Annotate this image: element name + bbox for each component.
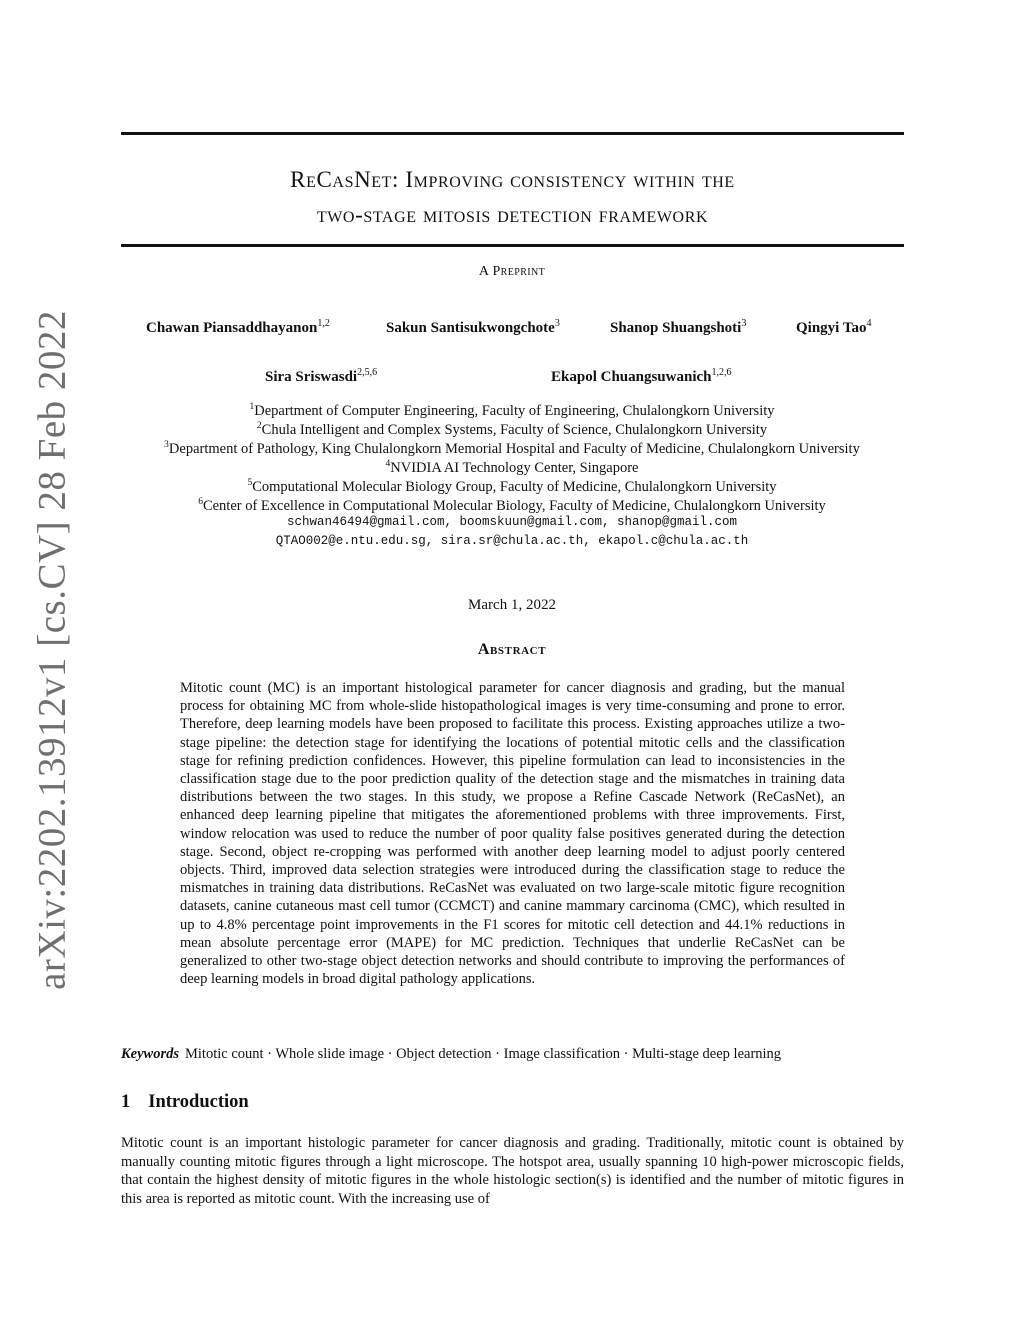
author-affil: 4 <box>866 318 872 329</box>
title-rule-top <box>121 132 904 135</box>
affiliation-number: 4 <box>385 459 391 469</box>
intro-paragraph: Mitotic count is an important histologic parameter for cancer diagnosis and grading. Traditionally, mitotic count is obtained by manually counting mitotic figures through a light microscope. The hotspot area, usually spanning 10 high-power microscopic fields, that contain the highest density of mitotic figures in the whole histologic section(s) is identified and the number of mitotic figures in this area is reported as mitotic count. With the increasing use of <box>121 1135 904 1207</box>
paper-title <box>121 162 904 232</box>
affiliation-text: NVIDIA AI Technology Center, Singapore <box>390 459 639 476</box>
author-name: Sira Sriswasdi <box>265 369 358 385</box>
author-affil: 3 <box>741 318 747 329</box>
affiliation-text: Center of Excellence in Computational Molecular Biology, Faculty of Medicine, Chulalongkorn University <box>202 497 826 514</box>
author-name: Sakun Santisukwongchote <box>386 320 555 336</box>
affiliation-number: 2 <box>256 421 262 431</box>
author <box>146 318 330 337</box>
email-line: QTAO002@e.ntu.edu.sg, sira.sr@chula.ac.th, ekapol.c@chula.ac.th <box>275 534 749 548</box>
author <box>796 318 871 337</box>
author <box>386 318 560 337</box>
email-line: schwan46494@gmail.com, boomskuun@gmail.com, shanop@gmail.com <box>286 515 738 529</box>
affiliation-number: 5 <box>247 478 253 488</box>
affiliation-number: 3 <box>164 440 169 450</box>
title-rule-bottom <box>121 244 904 247</box>
author-name: Shanop Shuangshoti <box>610 320 742 336</box>
affiliation-number: 1 <box>249 402 255 412</box>
author-name: Qingyi Tao <box>796 320 867 336</box>
author <box>551 367 732 386</box>
title-line-2: two-stage mitosis detection framework <box>316 202 709 227</box>
author-affil: 1,2 <box>317 318 330 329</box>
affiliation-text: Department of Pathology, King Chulalongkorn Memorial Hospital and Faculty of Medicine, Chulalongkorn University <box>168 440 860 457</box>
author-name: Chawan Piansaddhayanon <box>146 320 318 336</box>
author-affil: 1,2,6 <box>711 367 732 378</box>
author-affil: 3 <box>554 318 560 329</box>
affiliation-number: 6 <box>198 497 203 507</box>
abstract-body: Mitotic count (MC) is an important histological parameter for cancer diagnosis and grading, but the manual process for obtaining MC from whole-slide histopathological images is very time-consuming and prone to error. Therefore, deep learning models have been proposed to facilitate this process. Existing approaches utilize a two-stage pipeline: the detection stage for identifying the locations of potential mitotic cells and the classification stage for refining prediction confidences. However, this pipeline formulation can lead to inconsistencies in the classification stage due to the poor prediction quality of the detection stage and the mismatches in training data distributions between the two stages. In this study, we propose a Refine Cascade Network (ReCasNet), an enhanced deep learning pipeline that mitigates the aforementioned problems with three improvements. First, window relocation was used to reduce the number of poor quality false positives generated during the detection stage. Second, object re-cropping was performed with another deep learning model to adjust poorly centered objects. Third, improved data selection strategies were introduced during the classification stage to reduce the mismatches in training data distributions. ReCasNet was evaluated on two large-scale mitotic figure recognition datasets, canine cutaneous mast cell tumor (CCMCT) and canine mammary carcinoma (CMC), which resulted in up to 4.8% percentage point improvements in the F1 scores for mitotic cell detection and 44.1% reductions in mean absolute percentage error (MAPE) for MC prediction. Techniques that underlie ReCasNet can be generalized to other two-stage object detection networks and should contribute to improving the performances of deep learning models in broad digital pathology applications. <box>180 680 845 988</box>
section-number: 1 <box>121 1092 131 1112</box>
author <box>610 318 746 337</box>
affiliation-text: Computational Molecular Biology Group, Faculty of Medicine, Chulalongkorn University <box>252 478 777 495</box>
author <box>265 367 377 386</box>
section-heading <box>121 1092 249 1113</box>
keywords <box>121 1046 904 1063</box>
author-name: Ekapol Chuangsuwanich <box>551 369 712 385</box>
arxiv-stamp: arXiv:2202.13912v1 [cs.CV] 28 Feb 2022 <box>30 310 74 990</box>
author-affil: 2,5,6 <box>357 367 378 378</box>
preprint-label: A Preprint <box>478 264 546 279</box>
abstract-heading: Abstract <box>477 641 547 658</box>
affiliation-text: Chula Intelligent and Complex Systems, Faculty of Science, Chulalongkorn University <box>261 421 768 438</box>
publication-date: March 1, 2022 <box>468 597 556 613</box>
keywords-list: Mitotic count · Whole slide image · Object detection · Image classification · Multi-stage deep learning <box>185 1046 782 1062</box>
keywords-label: Keywords <box>121 1046 179 1062</box>
section-title: Introduction <box>148 1092 249 1112</box>
title-line-1: ReCasNet: Improving consistency within the <box>290 167 735 192</box>
affiliation-text: Department of Computer Engineering, Faculty of Engineering, Chulalongkorn University <box>254 402 775 419</box>
